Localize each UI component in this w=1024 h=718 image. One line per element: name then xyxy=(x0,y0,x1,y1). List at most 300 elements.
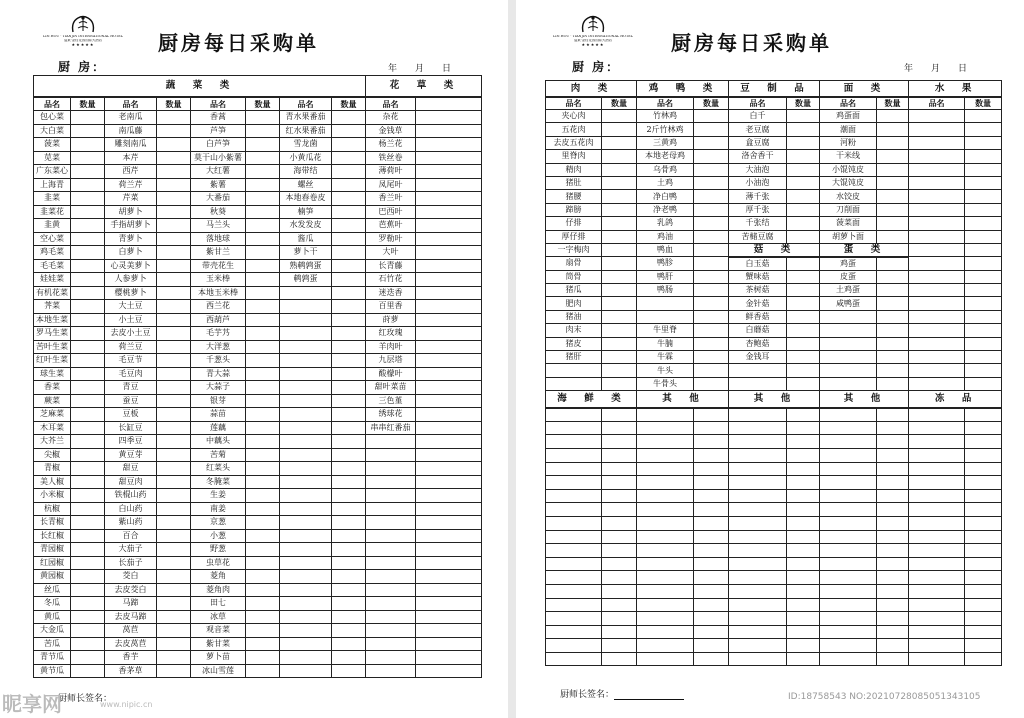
quantity-cell[interactable] xyxy=(965,243,1002,256)
quantity-cell[interactable] xyxy=(71,354,105,368)
quantity-cell[interactable] xyxy=(602,337,637,350)
quantity-cell[interactable] xyxy=(71,502,105,516)
quantity-cell[interactable] xyxy=(71,597,105,611)
item-name[interactable] xyxy=(546,448,602,462)
quantity-cell[interactable] xyxy=(787,408,820,422)
quantity-cell[interactable] xyxy=(965,598,1002,612)
item-name[interactable] xyxy=(637,489,694,503)
quantity-cell[interactable] xyxy=(332,624,366,638)
item-name[interactable] xyxy=(909,476,965,490)
quantity-cell[interactable] xyxy=(694,176,729,189)
quantity-cell[interactable] xyxy=(246,421,280,435)
quantity-cell[interactable] xyxy=(694,257,729,270)
quantity-cell[interactable] xyxy=(965,364,1002,377)
quantity-cell[interactable] xyxy=(332,664,366,678)
quantity-cell[interactable] xyxy=(246,583,280,597)
quantity-cell[interactable] xyxy=(157,232,191,246)
quantity-cell[interactable] xyxy=(965,421,1002,435)
item-name[interactable] xyxy=(729,639,787,653)
item-name[interactable] xyxy=(729,652,787,666)
quantity-cell[interactable] xyxy=(332,583,366,597)
item-name[interactable] xyxy=(729,530,787,544)
quantity-cell[interactable] xyxy=(332,394,366,408)
quantity-cell[interactable] xyxy=(416,502,482,516)
item-name[interactable] xyxy=(637,571,694,585)
quantity-cell[interactable] xyxy=(694,163,729,176)
quantity-cell[interactable] xyxy=(71,232,105,246)
item-name[interactable] xyxy=(637,598,694,612)
quantity-cell[interactable] xyxy=(694,243,729,256)
quantity-cell[interactable] xyxy=(787,652,820,666)
quantity-cell[interactable] xyxy=(965,337,1002,350)
quantity-cell[interactable] xyxy=(694,571,729,585)
quantity-cell[interactable] xyxy=(246,111,280,125)
item-name[interactable] xyxy=(546,612,602,626)
quantity-cell[interactable] xyxy=(877,598,909,612)
quantity-cell[interactable] xyxy=(246,340,280,354)
quantity-cell[interactable] xyxy=(332,489,366,503)
quantity-cell[interactable] xyxy=(332,259,366,273)
quantity-cell[interactable] xyxy=(71,610,105,624)
quantity-cell[interactable] xyxy=(694,448,729,462)
quantity-cell[interactable] xyxy=(332,178,366,192)
quantity-cell[interactable] xyxy=(157,381,191,395)
item-name[interactable] xyxy=(820,598,877,612)
quantity-cell[interactable] xyxy=(694,337,729,350)
quantity-cell[interactable] xyxy=(246,246,280,260)
quantity-cell[interactable] xyxy=(965,435,1002,449)
item-name[interactable] xyxy=(909,530,965,544)
item-name[interactable] xyxy=(909,652,965,666)
quantity-cell[interactable] xyxy=(157,516,191,530)
quantity-cell[interactable] xyxy=(71,435,105,449)
item-name[interactable] xyxy=(909,408,965,422)
quantity-cell[interactable] xyxy=(787,544,820,558)
quantity-cell[interactable] xyxy=(416,556,482,570)
item-name[interactable] xyxy=(637,612,694,626)
quantity-cell[interactable] xyxy=(787,489,820,503)
quantity-cell[interactable] xyxy=(71,138,105,152)
quantity-cell[interactable] xyxy=(694,324,729,337)
item-name[interactable] xyxy=(820,652,877,666)
quantity-cell[interactable] xyxy=(332,340,366,354)
item-name[interactable] xyxy=(546,435,602,449)
item-name[interactable] xyxy=(729,421,787,435)
quantity-cell[interactable] xyxy=(246,651,280,665)
quantity-cell[interactable] xyxy=(787,462,820,476)
quantity-cell[interactable] xyxy=(71,556,105,570)
item-name[interactable] xyxy=(729,612,787,626)
quantity-cell[interactable] xyxy=(787,150,820,163)
quantity-cell[interactable] xyxy=(416,232,482,246)
quantity-cell[interactable] xyxy=(787,110,820,123)
quantity-cell[interactable] xyxy=(787,584,820,598)
item-name[interactable] xyxy=(820,476,877,490)
item-name[interactable] xyxy=(729,503,787,517)
quantity-cell[interactable] xyxy=(787,598,820,612)
quantity-cell[interactable] xyxy=(965,652,1002,666)
quantity-cell[interactable] xyxy=(602,190,637,203)
quantity-cell[interactable] xyxy=(787,476,820,490)
quantity-cell[interactable] xyxy=(602,230,637,243)
item-name[interactable] xyxy=(820,625,877,639)
quantity-cell[interactable] xyxy=(157,300,191,314)
item-name[interactable] xyxy=(729,584,787,598)
quantity-cell[interactable] xyxy=(877,110,909,123)
quantity-cell[interactable] xyxy=(877,584,909,598)
quantity-cell[interactable] xyxy=(332,435,366,449)
quantity-cell[interactable] xyxy=(71,313,105,327)
item-name[interactable] xyxy=(820,639,877,653)
quantity-cell[interactable] xyxy=(965,136,1002,149)
quantity-cell[interactable] xyxy=(246,300,280,314)
quantity-cell[interactable] xyxy=(965,625,1002,639)
quantity-cell[interactable] xyxy=(877,571,909,585)
quantity-cell[interactable] xyxy=(71,192,105,206)
quantity-cell[interactable] xyxy=(787,310,820,323)
item-name[interactable] xyxy=(637,408,694,422)
quantity-cell[interactable] xyxy=(71,475,105,489)
quantity-cell[interactable] xyxy=(602,598,637,612)
quantity-cell[interactable] xyxy=(157,273,191,287)
quantity-cell[interactable] xyxy=(694,652,729,666)
quantity-cell[interactable] xyxy=(332,570,366,584)
quantity-cell[interactable] xyxy=(694,598,729,612)
quantity-cell[interactable] xyxy=(694,435,729,449)
quantity-cell[interactable] xyxy=(332,219,366,233)
quantity-cell[interactable] xyxy=(965,377,1002,390)
quantity-cell[interactable] xyxy=(602,163,637,176)
item-name[interactable] xyxy=(729,598,787,612)
item-name[interactable] xyxy=(909,503,965,517)
quantity-cell[interactable] xyxy=(416,408,482,422)
quantity-cell[interactable] xyxy=(332,516,366,530)
quantity-cell[interactable] xyxy=(157,543,191,557)
quantity-cell[interactable] xyxy=(416,340,482,354)
item-name[interactable] xyxy=(546,421,602,435)
quantity-cell[interactable] xyxy=(877,176,909,189)
quantity-cell[interactable] xyxy=(787,625,820,639)
quantity-cell[interactable] xyxy=(416,448,482,462)
quantity-cell[interactable] xyxy=(157,354,191,368)
quantity-cell[interactable] xyxy=(416,435,482,449)
quantity-cell[interactable] xyxy=(246,570,280,584)
quantity-cell[interactable] xyxy=(877,203,909,216)
item-name[interactable] xyxy=(729,448,787,462)
quantity-cell[interactable] xyxy=(157,138,191,152)
quantity-cell[interactable] xyxy=(694,217,729,230)
quantity-cell[interactable] xyxy=(602,351,637,364)
quantity-cell[interactable] xyxy=(965,163,1002,176)
quantity-cell[interactable] xyxy=(787,337,820,350)
quantity-cell[interactable] xyxy=(787,421,820,435)
quantity-cell[interactable] xyxy=(694,476,729,490)
quantity-cell[interactable] xyxy=(416,516,482,530)
quantity-cell[interactable] xyxy=(332,651,366,665)
quantity-cell[interactable] xyxy=(602,476,637,490)
item-name[interactable] xyxy=(546,489,602,503)
quantity-cell[interactable] xyxy=(71,408,105,422)
quantity-cell[interactable] xyxy=(332,502,366,516)
quantity-cell[interactable] xyxy=(877,612,909,626)
quantity-cell[interactable] xyxy=(246,124,280,138)
quantity-cell[interactable] xyxy=(332,637,366,651)
quantity-cell[interactable] xyxy=(787,190,820,203)
quantity-cell[interactable] xyxy=(694,557,729,571)
quantity-cell[interactable] xyxy=(157,327,191,341)
item-name[interactable] xyxy=(546,530,602,544)
quantity-cell[interactable] xyxy=(602,530,637,544)
quantity-cell[interactable] xyxy=(602,448,637,462)
item-name[interactable] xyxy=(909,462,965,476)
quantity-cell[interactable] xyxy=(602,489,637,503)
quantity-cell[interactable] xyxy=(416,124,482,138)
quantity-cell[interactable] xyxy=(965,284,1002,297)
quantity-cell[interactable] xyxy=(602,364,637,377)
quantity-cell[interactable] xyxy=(332,205,366,219)
quantity-cell[interactable] xyxy=(332,556,366,570)
quantity-cell[interactable] xyxy=(71,583,105,597)
item-name[interactable] xyxy=(637,625,694,639)
quantity-cell[interactable] xyxy=(965,462,1002,476)
quantity-cell[interactable] xyxy=(157,246,191,260)
quantity-cell[interactable] xyxy=(877,364,909,377)
signature-line[interactable] xyxy=(614,690,684,700)
quantity-cell[interactable] xyxy=(246,232,280,246)
quantity-cell[interactable] xyxy=(71,286,105,300)
quantity-cell[interactable] xyxy=(877,516,909,530)
quantity-cell[interactable] xyxy=(157,219,191,233)
quantity-cell[interactable] xyxy=(246,381,280,395)
quantity-cell[interactable] xyxy=(416,570,482,584)
quantity-cell[interactable] xyxy=(787,324,820,337)
item-name[interactable] xyxy=(820,503,877,517)
item-name[interactable] xyxy=(909,625,965,639)
quantity-cell[interactable] xyxy=(332,354,366,368)
quantity-cell[interactable] xyxy=(787,557,820,571)
quantity-cell[interactable] xyxy=(246,556,280,570)
item-name[interactable] xyxy=(546,476,602,490)
quantity-cell[interactable] xyxy=(246,448,280,462)
quantity-cell[interactable] xyxy=(694,230,729,243)
quantity-cell[interactable] xyxy=(157,124,191,138)
quantity-cell[interactable] xyxy=(416,462,482,476)
quantity-cell[interactable] xyxy=(246,165,280,179)
quantity-cell[interactable] xyxy=(246,178,280,192)
quantity-cell[interactable] xyxy=(71,111,105,125)
quantity-cell[interactable] xyxy=(965,571,1002,585)
quantity-cell[interactable] xyxy=(694,544,729,558)
quantity-cell[interactable] xyxy=(787,297,820,310)
quantity-cell[interactable] xyxy=(602,123,637,136)
quantity-cell[interactable] xyxy=(332,421,366,435)
quantity-cell[interactable] xyxy=(332,475,366,489)
quantity-cell[interactable] xyxy=(246,192,280,206)
quantity-cell[interactable] xyxy=(877,530,909,544)
quantity-cell[interactable] xyxy=(157,624,191,638)
item-name[interactable] xyxy=(546,639,602,653)
quantity-cell[interactable] xyxy=(694,190,729,203)
item-name[interactable] xyxy=(546,557,602,571)
quantity-cell[interactable] xyxy=(71,394,105,408)
quantity-cell[interactable] xyxy=(877,351,909,364)
quantity-cell[interactable] xyxy=(416,394,482,408)
quantity-cell[interactable] xyxy=(157,664,191,678)
quantity-cell[interactable] xyxy=(246,489,280,503)
quantity-cell[interactable] xyxy=(157,597,191,611)
quantity-cell[interactable] xyxy=(602,257,637,270)
quantity-cell[interactable] xyxy=(694,110,729,123)
quantity-cell[interactable] xyxy=(602,297,637,310)
quantity-cell[interactable] xyxy=(157,192,191,206)
quantity-cell[interactable] xyxy=(332,448,366,462)
item-name[interactable] xyxy=(637,476,694,490)
item-name[interactable] xyxy=(637,516,694,530)
quantity-cell[interactable] xyxy=(246,354,280,368)
quantity-cell[interactable] xyxy=(602,324,637,337)
quantity-cell[interactable] xyxy=(602,176,637,189)
quantity-cell[interactable] xyxy=(602,639,637,653)
item-name[interactable] xyxy=(546,625,602,639)
quantity-cell[interactable] xyxy=(246,597,280,611)
quantity-cell[interactable] xyxy=(965,476,1002,490)
quantity-cell[interactable] xyxy=(416,354,482,368)
quantity-cell[interactable] xyxy=(71,381,105,395)
quantity-cell[interactable] xyxy=(694,530,729,544)
item-name[interactable] xyxy=(546,584,602,598)
quantity-cell[interactable] xyxy=(157,340,191,354)
quantity-cell[interactable] xyxy=(157,435,191,449)
item-name[interactable] xyxy=(909,639,965,653)
quantity-cell[interactable] xyxy=(787,284,820,297)
quantity-cell[interactable] xyxy=(965,612,1002,626)
quantity-cell[interactable] xyxy=(877,421,909,435)
quantity-cell[interactable] xyxy=(71,178,105,192)
quantity-cell[interactable] xyxy=(71,165,105,179)
item-name[interactable] xyxy=(729,408,787,422)
quantity-cell[interactable] xyxy=(246,624,280,638)
item-name[interactable] xyxy=(546,516,602,530)
quantity-cell[interactable] xyxy=(332,138,366,152)
quantity-cell[interactable] xyxy=(694,150,729,163)
quantity-cell[interactable] xyxy=(877,297,909,310)
quantity-cell[interactable] xyxy=(787,571,820,585)
quantity-cell[interactable] xyxy=(787,612,820,626)
quantity-cell[interactable] xyxy=(246,637,280,651)
quantity-cell[interactable] xyxy=(332,111,366,125)
item-name[interactable] xyxy=(729,462,787,476)
item-name[interactable] xyxy=(909,544,965,558)
item-name[interactable] xyxy=(909,557,965,571)
quantity-cell[interactable] xyxy=(246,286,280,300)
quantity-cell[interactable] xyxy=(602,503,637,517)
quantity-cell[interactable] xyxy=(965,150,1002,163)
quantity-cell[interactable] xyxy=(246,462,280,476)
quantity-cell[interactable] xyxy=(416,205,482,219)
quantity-cell[interactable] xyxy=(965,270,1002,283)
quantity-cell[interactable] xyxy=(246,205,280,219)
quantity-cell[interactable] xyxy=(157,421,191,435)
quantity-cell[interactable] xyxy=(246,151,280,165)
quantity-cell[interactable] xyxy=(965,123,1002,136)
quantity-cell[interactable] xyxy=(157,205,191,219)
quantity-cell[interactable] xyxy=(694,284,729,297)
item-name[interactable] xyxy=(637,544,694,558)
quantity-cell[interactable] xyxy=(71,489,105,503)
quantity-cell[interactable] xyxy=(877,652,909,666)
quantity-cell[interactable] xyxy=(787,351,820,364)
quantity-cell[interactable] xyxy=(246,138,280,152)
quantity-cell[interactable] xyxy=(246,313,280,327)
quantity-cell[interactable] xyxy=(416,489,482,503)
quantity-cell[interactable] xyxy=(157,489,191,503)
quantity-cell[interactable] xyxy=(246,435,280,449)
quantity-cell[interactable] xyxy=(787,377,820,390)
quantity-cell[interactable] xyxy=(694,364,729,377)
quantity-cell[interactable] xyxy=(157,286,191,300)
quantity-cell[interactable] xyxy=(877,625,909,639)
quantity-cell[interactable] xyxy=(157,637,191,651)
quantity-cell[interactable] xyxy=(877,284,909,297)
quantity-cell[interactable] xyxy=(965,110,1002,123)
quantity-cell[interactable] xyxy=(416,583,482,597)
quantity-cell[interactable] xyxy=(71,543,105,557)
quantity-cell[interactable] xyxy=(694,489,729,503)
quantity-cell[interactable] xyxy=(877,408,909,422)
quantity-cell[interactable] xyxy=(332,246,366,260)
quantity-cell[interactable] xyxy=(246,219,280,233)
quantity-cell[interactable] xyxy=(965,351,1002,364)
quantity-cell[interactable] xyxy=(602,652,637,666)
quantity-cell[interactable] xyxy=(877,639,909,653)
quantity-cell[interactable] xyxy=(787,516,820,530)
quantity-cell[interactable] xyxy=(877,503,909,517)
quantity-cell[interactable] xyxy=(416,624,482,638)
quantity-cell[interactable] xyxy=(246,516,280,530)
quantity-cell[interactable] xyxy=(416,273,482,287)
quantity-cell[interactable] xyxy=(416,610,482,624)
quantity-cell[interactable] xyxy=(71,300,105,314)
quantity-cell[interactable] xyxy=(965,257,1002,270)
quantity-cell[interactable] xyxy=(416,529,482,543)
quantity-cell[interactable] xyxy=(157,556,191,570)
item-name[interactable] xyxy=(909,571,965,585)
quantity-cell[interactable] xyxy=(157,408,191,422)
quantity-cell[interactable] xyxy=(416,219,482,233)
item-name[interactable] xyxy=(637,557,694,571)
quantity-cell[interactable] xyxy=(787,123,820,136)
quantity-cell[interactable] xyxy=(787,435,820,449)
quantity-cell[interactable] xyxy=(416,138,482,152)
quantity-cell[interactable] xyxy=(332,381,366,395)
quantity-cell[interactable] xyxy=(787,530,820,544)
quantity-cell[interactable] xyxy=(602,150,637,163)
item-name[interactable] xyxy=(546,408,602,422)
item-name[interactable] xyxy=(820,435,877,449)
quantity-cell[interactable] xyxy=(71,516,105,530)
item-name[interactable] xyxy=(637,462,694,476)
quantity-cell[interactable] xyxy=(71,219,105,233)
quantity-cell[interactable] xyxy=(157,475,191,489)
quantity-cell[interactable] xyxy=(71,327,105,341)
quantity-cell[interactable] xyxy=(602,625,637,639)
quantity-cell[interactable] xyxy=(877,230,909,243)
quantity-cell[interactable] xyxy=(965,530,1002,544)
quantity-cell[interactable] xyxy=(332,597,366,611)
quantity-cell[interactable] xyxy=(965,203,1002,216)
item-name[interactable] xyxy=(729,489,787,503)
quantity-cell[interactable] xyxy=(877,557,909,571)
